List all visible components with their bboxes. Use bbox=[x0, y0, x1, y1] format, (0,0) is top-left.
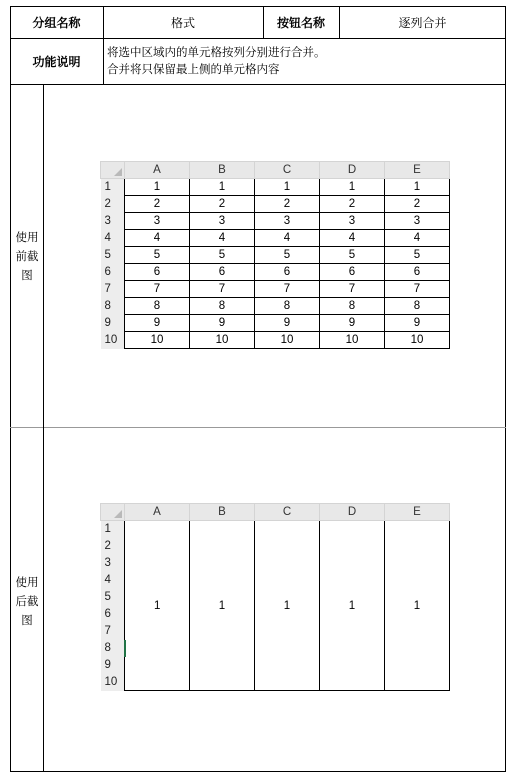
cell[interactable]: 7 bbox=[320, 281, 385, 298]
cell[interactable]: 9 bbox=[255, 315, 320, 332]
row-header[interactable]: 10 bbox=[101, 332, 125, 349]
row-header[interactable]: 3 bbox=[101, 555, 125, 572]
column-header[interactable]: E bbox=[385, 504, 450, 521]
cell[interactable]: 2 bbox=[255, 196, 320, 213]
table-row bbox=[101, 264, 450, 281]
row-header[interactable]: 2 bbox=[101, 538, 125, 555]
after-spreadsheet bbox=[100, 503, 450, 691]
table-row bbox=[101, 521, 450, 538]
row-header[interactable]: 8 bbox=[101, 298, 125, 315]
row-divider bbox=[10, 427, 506, 428]
merged-cell[interactable]: 1 bbox=[320, 521, 385, 691]
function-label: 功能说明 bbox=[32, 54, 81, 69]
cell[interactable]: 10 bbox=[125, 332, 190, 349]
merged-cell[interactable]: 1 bbox=[255, 521, 320, 691]
cell[interactable]: 1 bbox=[320, 179, 385, 196]
row-header[interactable]: 2 bbox=[101, 196, 125, 213]
row-header[interactable]: 10 bbox=[101, 674, 125, 691]
cell[interactable]: 8 bbox=[190, 298, 255, 315]
cell[interactable]: 6 bbox=[125, 264, 190, 281]
cell[interactable]: 6 bbox=[320, 264, 385, 281]
cell[interactable]: 10 bbox=[255, 332, 320, 349]
column-header[interactable]: E bbox=[385, 162, 450, 179]
before-screenshot-label: 使用 前截 图 bbox=[15, 230, 39, 282]
row-header[interactable]: 9 bbox=[101, 315, 125, 332]
column-header[interactable]: D bbox=[320, 504, 385, 521]
cell[interactable]: 8 bbox=[255, 298, 320, 315]
row-header[interactable]: 1 bbox=[101, 521, 125, 538]
cell[interactable]: 2 bbox=[385, 196, 450, 213]
cell[interactable]: 8 bbox=[125, 298, 190, 315]
column-header[interactable]: B bbox=[190, 162, 255, 179]
select-all-corner[interactable] bbox=[101, 162, 125, 179]
cell[interactable]: 7 bbox=[190, 281, 255, 298]
col-divider bbox=[43, 84, 44, 772]
column-header[interactable]: A bbox=[125, 162, 190, 179]
after-screenshot-label: 使用 后截 图 bbox=[15, 575, 39, 627]
function-description bbox=[107, 44, 326, 78]
table-row bbox=[101, 247, 450, 264]
cell[interactable]: 3 bbox=[125, 213, 190, 230]
cell[interactable]: 8 bbox=[320, 298, 385, 315]
table-row bbox=[101, 281, 450, 298]
row-header[interactable]: 7 bbox=[101, 623, 125, 640]
column-header[interactable]: D bbox=[320, 162, 385, 179]
cell[interactable]: 7 bbox=[255, 281, 320, 298]
column-header[interactable]: A bbox=[125, 504, 190, 521]
cell[interactable]: 1 bbox=[125, 179, 190, 196]
column-header[interactable]: C bbox=[255, 162, 320, 179]
button-name-label: 按钮名称 bbox=[276, 15, 325, 30]
column-header[interactable]: C bbox=[255, 504, 320, 521]
table-row bbox=[101, 230, 450, 247]
row-header[interactable]: 4 bbox=[101, 572, 125, 589]
table-row bbox=[101, 213, 450, 230]
cell[interactable]: 5 bbox=[190, 247, 255, 264]
row-header[interactable]: 9 bbox=[101, 657, 125, 674]
cell[interactable]: 9 bbox=[320, 315, 385, 332]
cell[interactable]: 5 bbox=[385, 247, 450, 264]
cell[interactable]: 9 bbox=[190, 315, 255, 332]
description-line: 将选中区域内的单元格按列分别进行合并。 bbox=[107, 45, 326, 59]
table-row bbox=[101, 298, 450, 315]
cell[interactable]: 9 bbox=[385, 315, 450, 332]
group-name-value: 格式 bbox=[170, 15, 195, 30]
row-header[interactable]: 1 bbox=[101, 179, 125, 196]
table-row bbox=[101, 315, 450, 332]
cell[interactable]: 6 bbox=[385, 264, 450, 281]
cell[interactable]: 7 bbox=[125, 281, 190, 298]
cell[interactable]: 9 bbox=[125, 315, 190, 332]
merged-cell[interactable]: 1 bbox=[190, 521, 255, 691]
cell[interactable]: 10 bbox=[190, 332, 255, 349]
select-all-corner[interactable] bbox=[101, 504, 125, 521]
merged-cell[interactable]: 1 bbox=[385, 521, 450, 691]
cell[interactable]: 2 bbox=[125, 196, 190, 213]
cell[interactable]: 6 bbox=[190, 264, 255, 281]
cell[interactable]: 4 bbox=[125, 230, 190, 247]
table-row bbox=[101, 196, 450, 213]
cell[interactable]: 3 bbox=[190, 213, 255, 230]
description-line: 合并将只保留最上侧的单元格内容 bbox=[107, 62, 280, 76]
cell[interactable]: 6 bbox=[255, 264, 320, 281]
cell[interactable]: 3 bbox=[320, 213, 385, 230]
cell[interactable]: 1 bbox=[385, 179, 450, 196]
row-header[interactable]: 6 bbox=[101, 264, 125, 281]
table-row bbox=[101, 332, 450, 349]
cell[interactable]: 5 bbox=[255, 247, 320, 264]
cell[interactable]: 4 bbox=[385, 230, 450, 247]
cell[interactable]: 3 bbox=[255, 213, 320, 230]
group-name-label: 分组名称 bbox=[32, 15, 81, 30]
row-header[interactable]: 5 bbox=[101, 247, 125, 264]
cell[interactable]: 10 bbox=[320, 332, 385, 349]
cell[interactable]: 5 bbox=[125, 247, 190, 264]
cell[interactable]: 2 bbox=[190, 196, 255, 213]
cell[interactable]: 10 bbox=[385, 332, 450, 349]
button-name-value: 逐列合并 bbox=[398, 15, 447, 30]
row-divider bbox=[10, 84, 506, 85]
row-header[interactable]: 4 bbox=[101, 230, 125, 247]
cell[interactable]: 4 bbox=[255, 230, 320, 247]
cell[interactable]: 7 bbox=[385, 281, 450, 298]
cell[interactable]: 8 bbox=[385, 298, 450, 315]
row-header[interactable]: 5 bbox=[101, 589, 125, 606]
cell[interactable]: 1 bbox=[255, 179, 320, 196]
row-header[interactable]: 6 bbox=[101, 606, 125, 623]
cell[interactable]: 4 bbox=[190, 230, 255, 247]
cell[interactable]: 3 bbox=[385, 213, 450, 230]
cell[interactable]: 5 bbox=[320, 247, 385, 264]
merged-cell[interactable]: 1 bbox=[125, 521, 190, 691]
column-header[interactable]: B bbox=[190, 504, 255, 521]
row-header[interactable]: 8 bbox=[101, 640, 125, 657]
cell[interactable]: 1 bbox=[190, 179, 255, 196]
table-row bbox=[101, 179, 450, 196]
row-header[interactable]: 7 bbox=[101, 281, 125, 298]
row-header[interactable]: 3 bbox=[101, 213, 125, 230]
cell[interactable]: 2 bbox=[320, 196, 385, 213]
before-spreadsheet bbox=[100, 161, 450, 349]
cell[interactable]: 4 bbox=[320, 230, 385, 247]
